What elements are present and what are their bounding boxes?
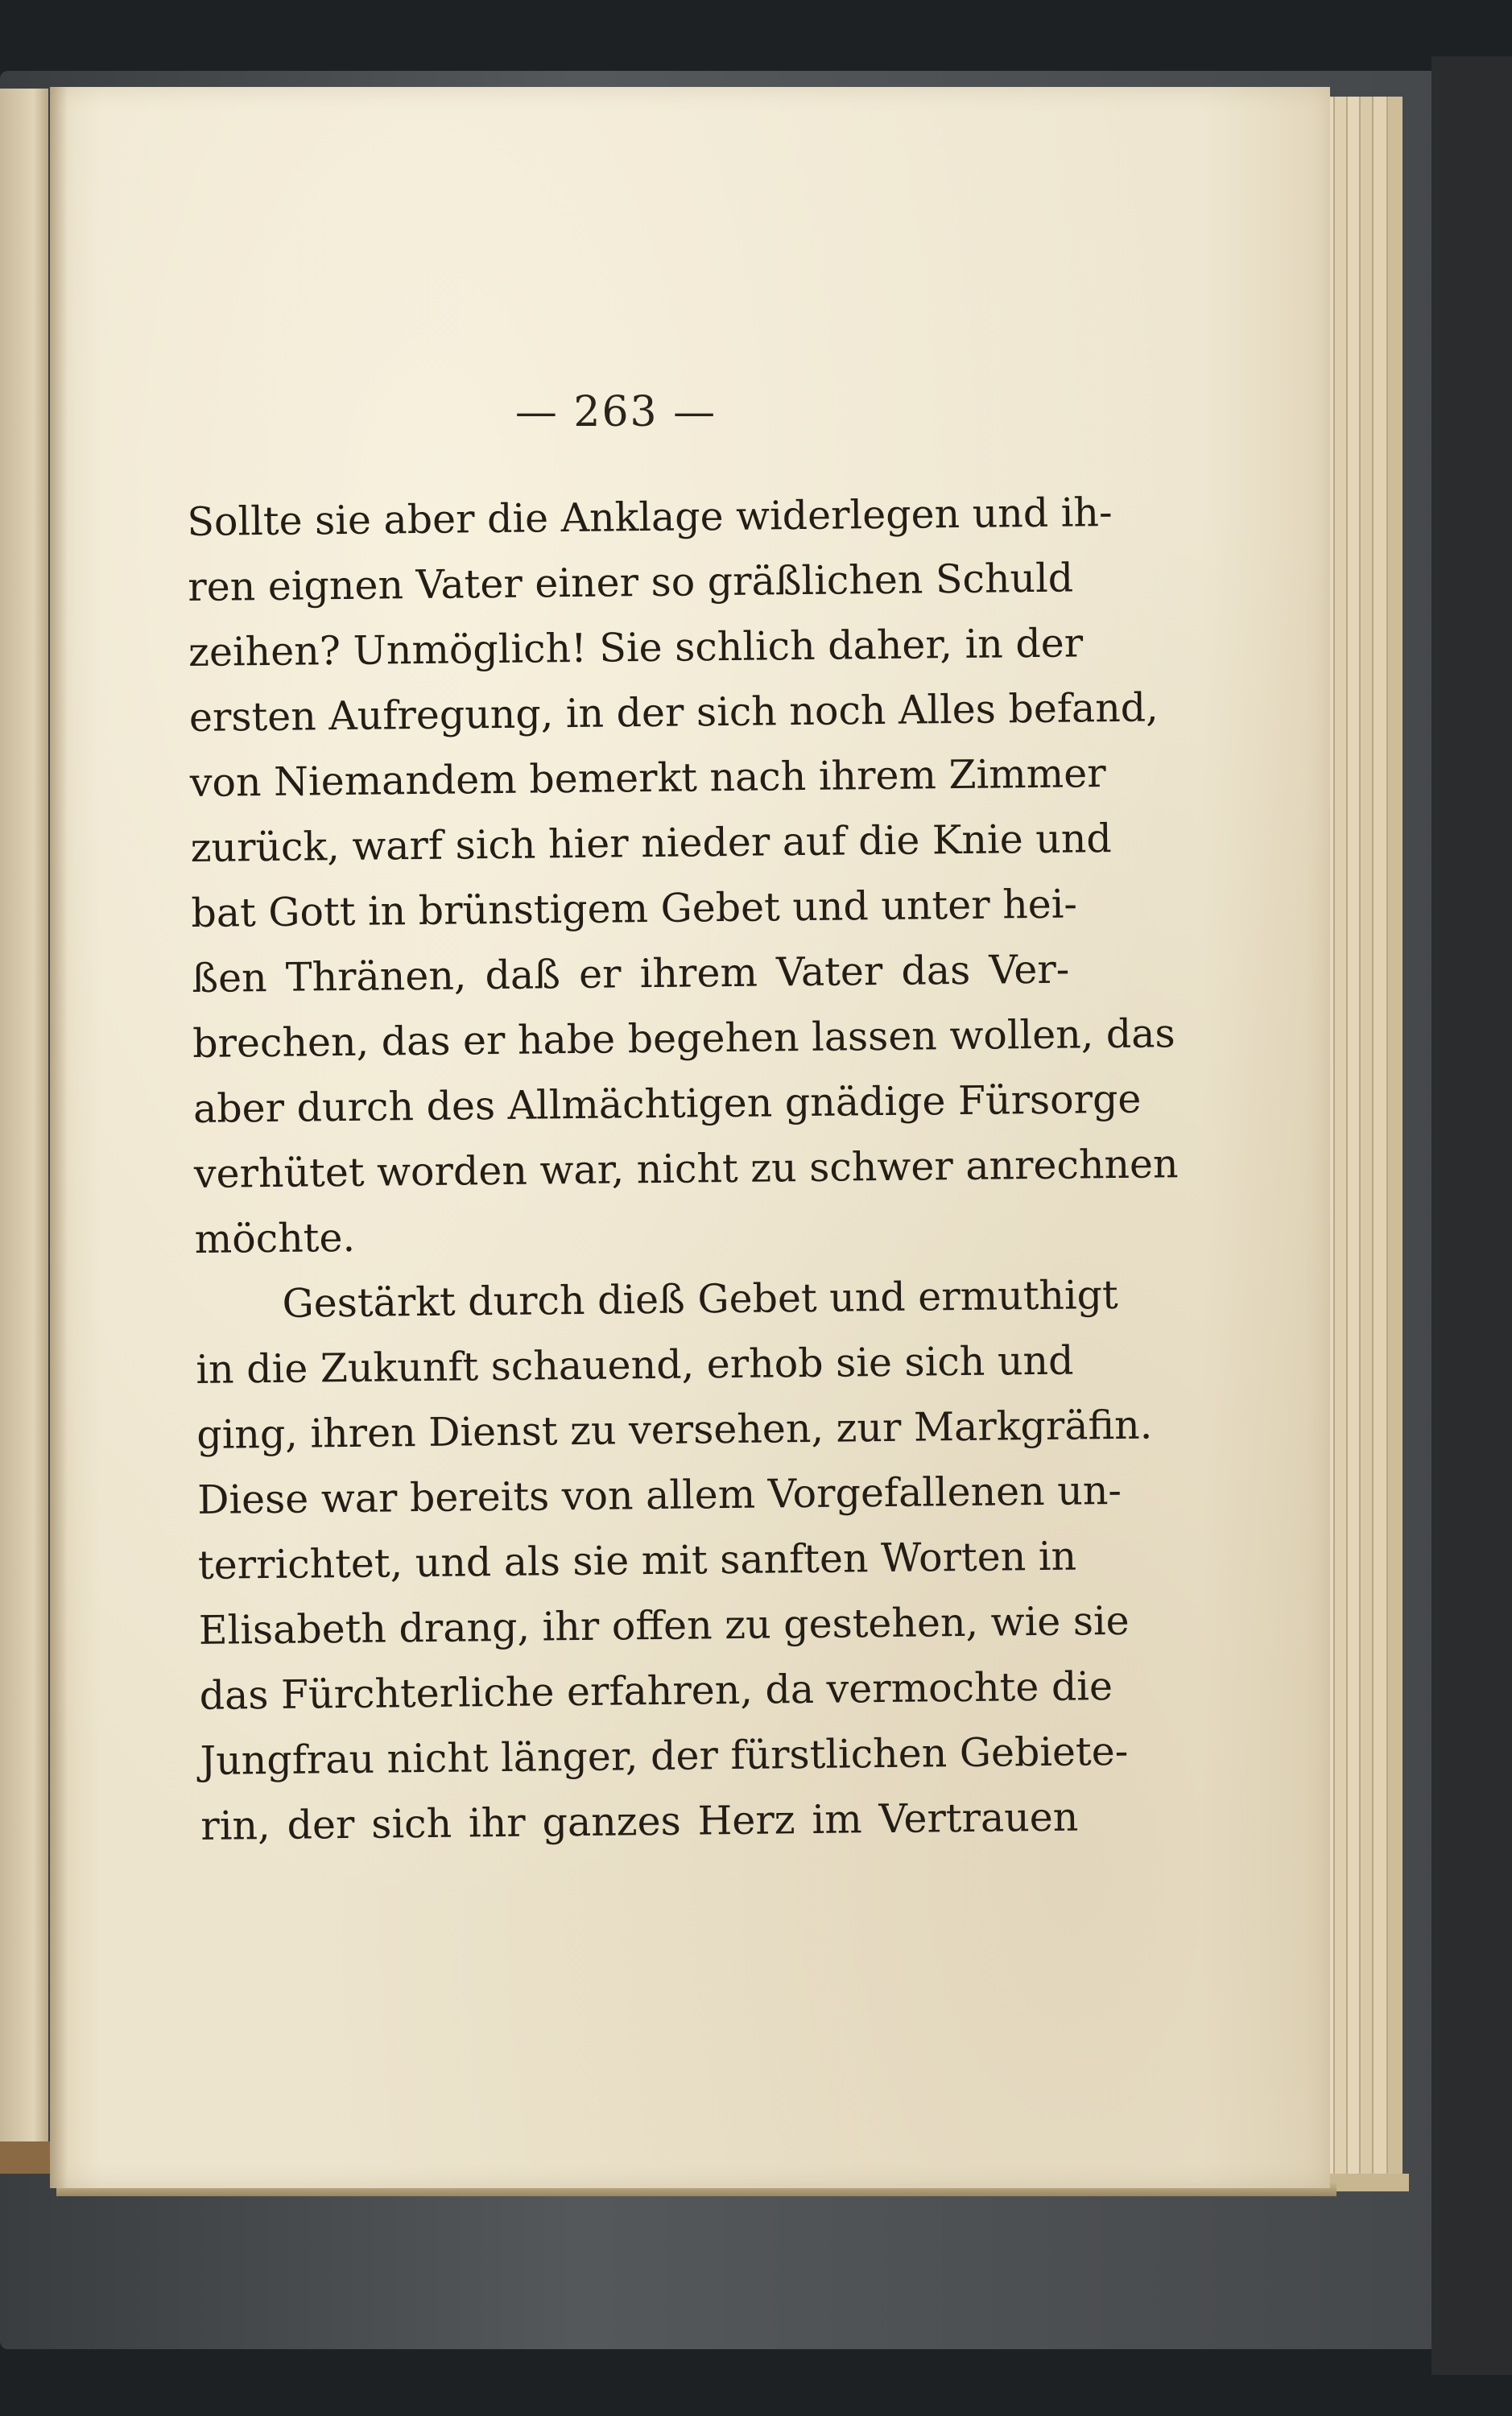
text-line: verhütet worden war, nicht zu schwer anrechnen [193, 1141, 1179, 1197]
text-line: ersten Aufregung, in der sich noch Alles befand, [188, 684, 1159, 741]
page-stack-layer [1333, 97, 1346, 2190]
text-line: ren eignen Vater einer so gräßlichen Schuld [187, 555, 1074, 610]
page-stack-layer [1346, 97, 1359, 2190]
text-line: Sollte sie aber die Anklage widerlegen und ih- [187, 489, 1113, 545]
cover-edge [1431, 56, 1512, 2375]
text-line: Elisabeth drang, ihr offen zu gestehen, wie sie [198, 1597, 1130, 1654]
body-text [187, 481, 1179, 1859]
text-line: von Niemandem bemerkt nach ihrem Zimmer [189, 750, 1106, 806]
text-line: bat Gott in brünstigem Gebet und unter hei- [191, 881, 1078, 936]
text-line: möchte. [194, 1214, 356, 1262]
page-stack-layer [1386, 97, 1403, 2190]
text-line: das Fürchterliche erfahren, da vermochte die [199, 1663, 1113, 1719]
page-stack-layer [1372, 97, 1386, 2190]
text-line: zurück, warf sich hier nieder auf die Knie und [190, 815, 1113, 871]
page-number: — 263 — [514, 388, 717, 436]
text-line: zeihen? Unmöglich! Sie schlich daher, in der [188, 620, 1084, 675]
text-line: rin, der sich ihr ganzes Herz im Vertrauen [200, 1794, 1079, 1849]
text-line: ßen Thränen, daß er ihrem Vater das Ver- [192, 946, 1070, 1002]
text-line: Diese war bereits von allem Vorgefallenen un- [196, 1467, 1122, 1523]
text-line: Jungfrau nicht länger, der fürstlichen Gebiete- [200, 1728, 1129, 1784]
text-line: brechen, das er habe begehen lassen wollen, das [192, 1010, 1175, 1067]
page-stack-layer [1359, 97, 1372, 2190]
text-line: in die Zukunft schauend, erhob sie sich und [196, 1337, 1074, 1393]
text-line: aber durch des Allmächtigen gnädige Fürsorge [192, 1076, 1142, 1132]
text-line: Gestärkt durch dieß Gebet und ermuthigt [282, 1271, 1118, 1327]
text-line: terrichtet, und als sie mit sanften Worten in [197, 1533, 1077, 1588]
previous-page-edge [0, 89, 48, 2150]
page-gutter-shadow [50, 87, 68, 2188]
text-line: ging, ihren Dienst zu versehen, zur Markgräfin. [196, 1402, 1153, 1458]
